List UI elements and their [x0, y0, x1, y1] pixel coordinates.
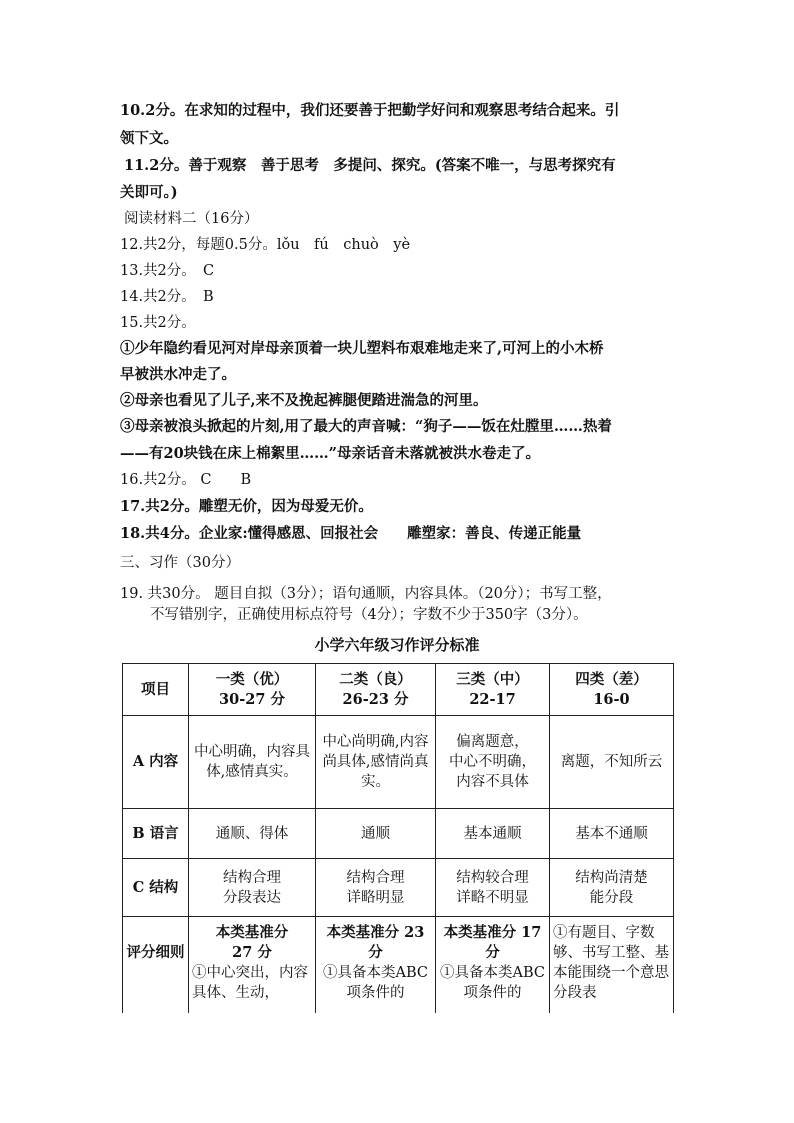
- table-row-structure: [123, 859, 674, 917]
- answer-line-15: 15.共2分。: [120, 315, 196, 331]
- answer-line-15-1-cont: 早被洪水冲走了。: [120, 366, 236, 383]
- cell-rules-4: ①有题目、字数够、书写工整、基本能围绕一个意思分段表: [550, 917, 674, 1013]
- answer-line-10-cont: 领下文。: [120, 130, 178, 147]
- answer-line-11: 11.2分。善于观察 善于思考 多提问、探究。(答案不唯一，与思考探究有: [124, 157, 616, 174]
- answer-line-11-cont: 关即可。): [120, 184, 178, 201]
- cell-structure-3: 结构较合理 详略不明显: [436, 859, 550, 917]
- table-row-content: [123, 716, 674, 809]
- cell-language-3: 基本通顺: [436, 809, 550, 859]
- answer-line-16: 16.共2分。 C B: [120, 472, 252, 488]
- cell-content-4: 离题，不知所云: [550, 716, 674, 809]
- row-label-language: B 语言: [123, 809, 189, 859]
- section-writing: 三、习作（30分）: [120, 555, 240, 571]
- cell-content-2: 中心尚明确,内容尚具体,感情尚真实。: [316, 716, 436, 809]
- cell-rules-1: 本类基准分 27 分 ①中心突出，内容具体、生动，: [189, 917, 316, 1013]
- cell-language-4: 基本不通顺: [550, 809, 674, 859]
- cell-language-1: 通顺、得体: [189, 809, 316, 859]
- answer-line-14: 14.共2分。 B: [120, 289, 214, 305]
- answer-line-17: 17.共2分。雕塑无价，因为母爱无价。: [120, 498, 373, 515]
- answer-line-18: 18.共4分。企业家:懂得感恩、回报社会 雕塑家：善良、传递正能量: [120, 525, 582, 542]
- row-label-content: A 内容: [123, 716, 189, 809]
- row-label-structure: C 结构: [123, 859, 189, 917]
- answer-line-15-2: ②母亲也看见了儿子,来不及挽起裤腿便踏进湍急的河里。: [120, 392, 488, 409]
- answer-line-19-cont: 不写错别字，正确使用标点符号（4分）；字数不少于350字（3分）。: [150, 607, 588, 623]
- cell-rules-3: 本类基准分 17 分 ①具备本类ABC项条件的: [436, 917, 550, 1013]
- answer-line-13: 13.共2分。 C: [120, 263, 215, 279]
- answer-line-10: 10.2分。在求知的过程中，我们还要善于把勤学好问和观察思考结合起来。引: [120, 102, 620, 119]
- header-grade-3: 三类（中） 22-17: [436, 664, 550, 716]
- header-grade-1: 一类（优） 30-27 分: [189, 664, 316, 716]
- table-row-rules: [123, 917, 674, 1013]
- table-title: 小学六年级习作评分标准: [314, 636, 480, 654]
- header-item: 项目: [123, 664, 189, 716]
- answer-line-15-1: ①少年隐约看见河对岸母亲顶着一块儿塑料布艰难地走来了,可河上的小木桥: [120, 340, 604, 357]
- header-grade-4: 四类（差） 16-0: [550, 664, 674, 716]
- cell-structure-2: 结构合理 详略明显: [316, 859, 436, 917]
- table-header-row: [123, 664, 674, 716]
- answer-line-15-3: ③母亲被浪头掀起的片刻,用了最大的声音喊：“狗子——饭在灶膛里……热着: [120, 418, 612, 435]
- cell-structure-1: 结构合理 分段表达: [189, 859, 316, 917]
- table-row-language: [123, 809, 674, 859]
- cell-rules-2: 本类基准分 23 分 ①具备本类ABC项条件的: [316, 917, 436, 1013]
- row-label-rules: 评分细则: [123, 917, 189, 1013]
- answer-line-15-3-cont: ——有20块钱在床上棉絮里……”母亲话音未落就被洪水卷走了。: [120, 445, 541, 462]
- header-grade-2: 二类（良） 26-23 分: [316, 664, 436, 716]
- grading-table: [122, 663, 674, 1013]
- answer-line-12: 12.共2分，每题0.5分。lǒu fú chuò yè: [120, 237, 411, 253]
- answer-line-19: 19. 共30分。 题目自拟（3分）；语句通顺，内容具体。（20分）；书写工整，: [120, 586, 612, 602]
- section-reading-2: 阅读材料二（16分）: [124, 211, 259, 227]
- cell-content-1: 中心明确，内容具体,感情真实。: [189, 716, 316, 809]
- cell-structure-4: 结构尚清楚 能分段: [550, 859, 674, 917]
- cell-content-3: 偏离题意， 中心不明确， 内容不具体: [436, 716, 550, 809]
- cell-language-2: 通顺: [316, 809, 436, 859]
